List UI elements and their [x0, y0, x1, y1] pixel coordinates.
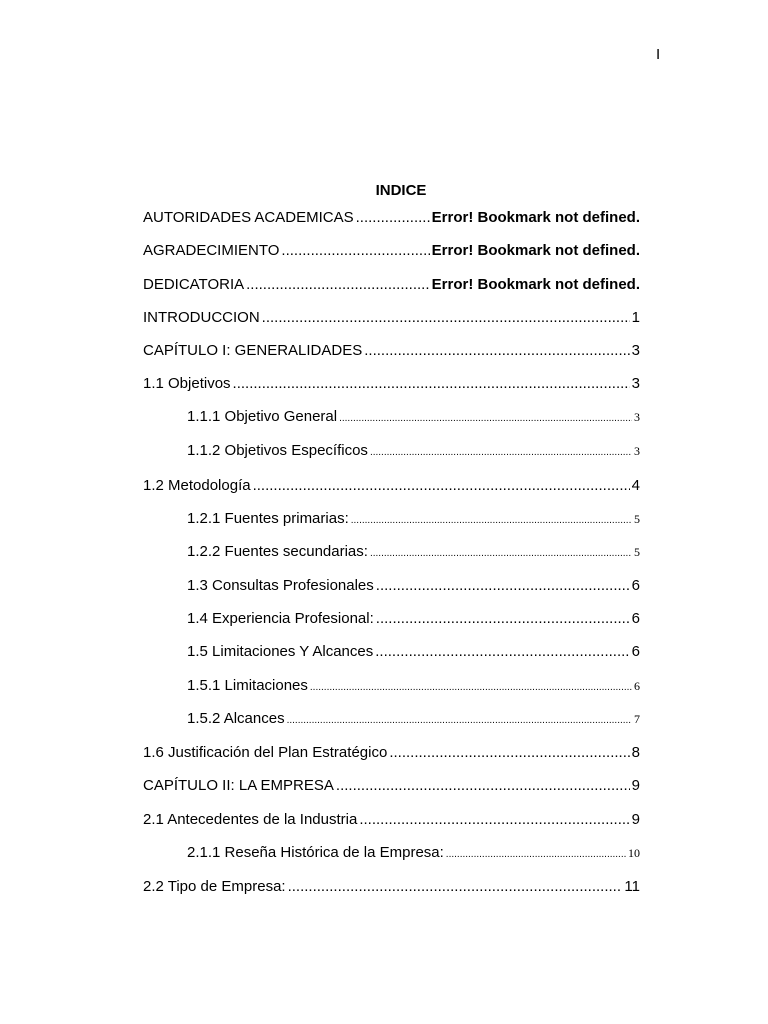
toc-leader: [233, 375, 630, 393]
toc-leader: [310, 679, 632, 697]
toc-entry-label: 1.1.2 Objetivos Específicos: [187, 442, 368, 459]
toc-entry[interactable]: [143, 878, 640, 896]
toc-entry-page: 10: [628, 846, 640, 860]
toc-entry-label: DEDICATORIA: [143, 276, 245, 293]
toc-entry[interactable]: [187, 577, 640, 595]
toc-entry[interactable]: [143, 242, 640, 260]
toc-entry-label: 1.5.2 Alcances: [187, 710, 285, 727]
toc-entry-page: 7: [634, 712, 640, 726]
toc-leader: [287, 712, 632, 730]
toc-entry[interactable]: [187, 543, 640, 563]
toc-entry-label: 1.2.2 Fuentes secundarias:: [187, 543, 368, 560]
toc-entry[interactable]: [187, 844, 640, 864]
toc-entry-page: 5: [634, 512, 640, 526]
toc-entry-label: AGRADECIMIENTO: [143, 242, 280, 259]
toc-entry-label: 1.2.1 Fuentes primarias:: [187, 510, 349, 527]
toc-entry-page: 9: [631, 811, 640, 828]
page-number: I: [656, 46, 661, 63]
toc-entry-page: 3: [631, 342, 640, 359]
toc-entry-page: 9: [631, 777, 640, 794]
toc-entry-label: 1.1.1 Objetivo General: [187, 408, 338, 425]
toc-entry-page: 6: [631, 610, 640, 627]
toc-leader: [446, 846, 626, 864]
toc-leader: [246, 276, 430, 294]
toc-entry-label: INTRODUCCION: [143, 309, 260, 326]
toc-leader: [351, 512, 632, 530]
toc-leader: [359, 811, 629, 829]
toc-leader: [336, 777, 630, 795]
toc-entry-page: 1: [631, 309, 640, 326]
toc-entry-label: 2.1.1 Reseña Histórica de la Empresa:: [187, 844, 444, 861]
toc-leader: [288, 878, 623, 896]
toc-entry-label: 1.5 Limitaciones Y Alcances: [187, 643, 374, 660]
toc-entry-label: CAPÍTULO II: LA EMPRESA: [143, 777, 334, 794]
toc-entry[interactable]: [143, 777, 640, 795]
toc-leader: [281, 242, 429, 260]
toc-entry-label: 1.6 Justificación del Plan Estratégico: [143, 744, 388, 761]
toc-entry-page: 3: [634, 444, 640, 458]
toc-leader: [376, 610, 630, 628]
toc-leader: [364, 342, 629, 360]
toc-entry-label: AUTORIDADES ACADEMICAS: [143, 209, 354, 226]
toc-entry-page: 6: [634, 679, 640, 693]
toc-entry[interactable]: [143, 276, 640, 294]
toc-entry[interactable]: [187, 510, 640, 530]
toc-entry[interactable]: [143, 209, 640, 227]
toc-leader: [375, 643, 629, 661]
toc-entry[interactable]: [187, 610, 640, 628]
toc-entry[interactable]: [187, 442, 640, 462]
toc-entry-page: 6: [631, 577, 640, 594]
toc-entry-page: 5: [634, 545, 640, 559]
toc-entry-label: 1.1 Objetivos: [143, 375, 231, 392]
toc-entry-page: 4: [631, 477, 640, 494]
toc-entry-page: 3: [634, 410, 640, 424]
toc-leader: [339, 410, 632, 428]
toc-title: INDICE: [375, 182, 427, 199]
toc-leader: [370, 545, 632, 563]
toc-entry-label: 1.4 Experiencia Profesional:: [187, 610, 374, 627]
toc-leader: [376, 577, 630, 595]
toc-entry-page: 3: [631, 375, 640, 392]
toc-entry[interactable]: [187, 710, 640, 730]
toc-entry-label: 2.1 Antecedentes de la Industria: [143, 811, 358, 828]
toc-entry-page: 11: [624, 878, 640, 895]
toc-leader: [370, 444, 632, 462]
toc-entry[interactable]: [187, 408, 640, 428]
toc-entry-label: 1.5.1 Limitaciones: [187, 677, 308, 694]
toc-entry-label: 2.2 Tipo de Empresa:: [143, 878, 286, 895]
toc-entry-page: Error! Bookmark not defined.: [431, 276, 640, 293]
toc-entry-label: 1.2 Metodología: [143, 477, 251, 494]
toc-entry[interactable]: [143, 744, 640, 762]
toc-entry-page: Error! Bookmark not defined.: [431, 209, 640, 226]
toc-leader: [262, 309, 630, 327]
toc-entry-page: Error! Bookmark not defined.: [431, 242, 640, 259]
toc-entry[interactable]: [143, 477, 640, 495]
toc-entry[interactable]: [187, 677, 640, 697]
toc-leader: [389, 744, 629, 762]
toc-entry[interactable]: [187, 643, 640, 661]
toc-entry-label: 1.3 Consultas Profesionales: [187, 577, 374, 594]
toc-entry-label: CAPÍTULO I: GENERALIDADES: [143, 342, 363, 359]
toc-leader: [356, 209, 430, 227]
toc-entry[interactable]: [143, 811, 640, 829]
toc-entry[interactable]: [143, 309, 640, 327]
toc-entry-page: 8: [631, 744, 640, 761]
toc-entry[interactable]: [143, 342, 640, 360]
toc-leader: [253, 477, 630, 495]
toc-entry[interactable]: [143, 375, 640, 393]
toc-entry-page: 6: [631, 643, 640, 660]
